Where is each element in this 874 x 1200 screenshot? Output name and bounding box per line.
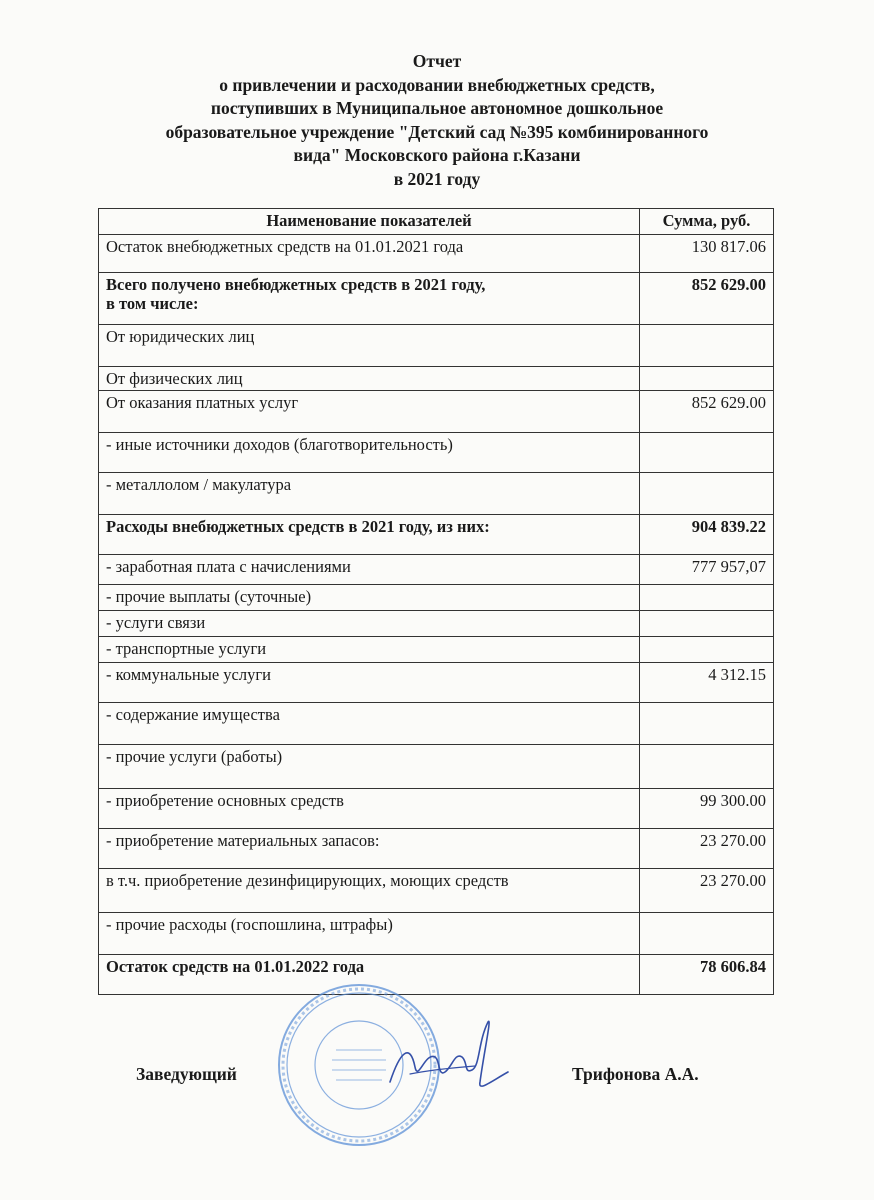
row-name: в т.ч. приобретение дезинфицирующих, моющих средств bbox=[99, 869, 640, 913]
row-name: - прочие выплаты (суточные) bbox=[99, 585, 640, 611]
row-sum: 904 839.22 bbox=[640, 515, 774, 555]
row-name: - коммунальные услуги bbox=[99, 663, 640, 703]
row-sum: 852 629.00 bbox=[640, 273, 774, 325]
row-name-line2: в том числе: bbox=[106, 294, 199, 313]
table-row bbox=[99, 585, 774, 611]
title-line: в 2021 году bbox=[393, 168, 481, 189]
row-sum bbox=[640, 585, 774, 611]
row-name: - металлолом / макулатура bbox=[99, 473, 640, 515]
row-name: Расходы внебюджетных средств в 2021 году, из них: bbox=[99, 515, 640, 555]
row-sum bbox=[640, 913, 774, 955]
table-row bbox=[99, 555, 774, 585]
row-sum bbox=[640, 745, 774, 789]
table-row bbox=[99, 703, 774, 745]
row-name: - приобретение основных средств bbox=[99, 789, 640, 829]
table-row bbox=[99, 663, 774, 703]
table-row bbox=[99, 789, 774, 829]
signatory-position: Заведующий bbox=[136, 1064, 237, 1084]
table-row bbox=[99, 611, 774, 637]
row-name: - прочие расходы (госпошлина, штрафы) bbox=[99, 913, 640, 955]
table-row bbox=[99, 913, 774, 955]
row-name: - содержание имущества bbox=[99, 703, 640, 745]
row-sum: 4 312.15 bbox=[640, 663, 774, 703]
row-sum: 777 957,07 bbox=[640, 555, 774, 585]
row-name: - приобретение материальных запасов: bbox=[99, 829, 640, 869]
row-name-line1: Всего получено внебюджетных средств в 2021 году, bbox=[106, 275, 486, 294]
row-sum bbox=[640, 473, 774, 515]
row-name: - прочие услуги (работы) bbox=[99, 745, 640, 789]
signatory-name: Трифонова А.А. bbox=[572, 1064, 699, 1084]
table-row bbox=[99, 637, 774, 663]
row-sum: 23 270.00 bbox=[640, 829, 774, 869]
signature bbox=[380, 1012, 520, 1102]
table-row bbox=[99, 745, 774, 789]
row-sum: 99 300.00 bbox=[640, 789, 774, 829]
table-row bbox=[99, 869, 774, 913]
row-sum bbox=[640, 325, 774, 367]
row-sum bbox=[640, 433, 774, 473]
row-name: Остаток средств на 01.01.2022 года bbox=[99, 955, 640, 995]
table-row bbox=[99, 273, 774, 325]
title-line: Отчет bbox=[412, 51, 462, 71]
row-name: - услуги связи bbox=[99, 611, 640, 637]
row-name: От физических лиц bbox=[99, 367, 640, 391]
row-sum bbox=[640, 611, 774, 637]
table-row bbox=[99, 433, 774, 473]
column-header-sum: Сумма, руб. bbox=[640, 209, 774, 235]
row-name: - иные источники доходов (благотворительность) bbox=[99, 433, 640, 473]
table-row bbox=[99, 367, 774, 391]
row-sum: 78 606.84 bbox=[640, 955, 774, 995]
table-row bbox=[99, 515, 774, 555]
table-row bbox=[99, 473, 774, 515]
title-line: поступивших в Муниципальное автономное дошкольное bbox=[210, 98, 664, 118]
report-title bbox=[0, 50, 874, 191]
row-sum: 852 629.00 bbox=[640, 391, 774, 433]
report-table bbox=[98, 208, 774, 995]
row-sum bbox=[640, 703, 774, 745]
table-row bbox=[99, 391, 774, 433]
table-row bbox=[99, 829, 774, 869]
title-line: о привлечении и расходовании внебюджетных средств, bbox=[219, 74, 655, 95]
table-header-row bbox=[99, 209, 774, 235]
row-name: - транспортные услуги bbox=[99, 637, 640, 663]
row-name: От юридических лиц bbox=[99, 325, 640, 367]
row-sum: 130 817.06 bbox=[640, 235, 774, 273]
row-sum bbox=[640, 637, 774, 663]
title-line: образовательное учреждение "Детский сад №395 комбинированного bbox=[165, 121, 709, 142]
title-line: вида" Московского района г.Казани bbox=[293, 145, 581, 165]
row-sum: 23 270.00 bbox=[640, 869, 774, 913]
table-row bbox=[99, 325, 774, 367]
row-name: Остаток внебюджетных средств на 01.01.2021 года bbox=[99, 235, 640, 273]
row-name: - заработная плата с начислениями bbox=[99, 555, 640, 585]
row-name: От оказания платных услуг bbox=[99, 391, 640, 433]
row-name bbox=[99, 273, 640, 325]
table-row bbox=[99, 235, 774, 273]
column-header-name: Наименование показателей bbox=[99, 209, 640, 235]
row-sum bbox=[640, 367, 774, 391]
